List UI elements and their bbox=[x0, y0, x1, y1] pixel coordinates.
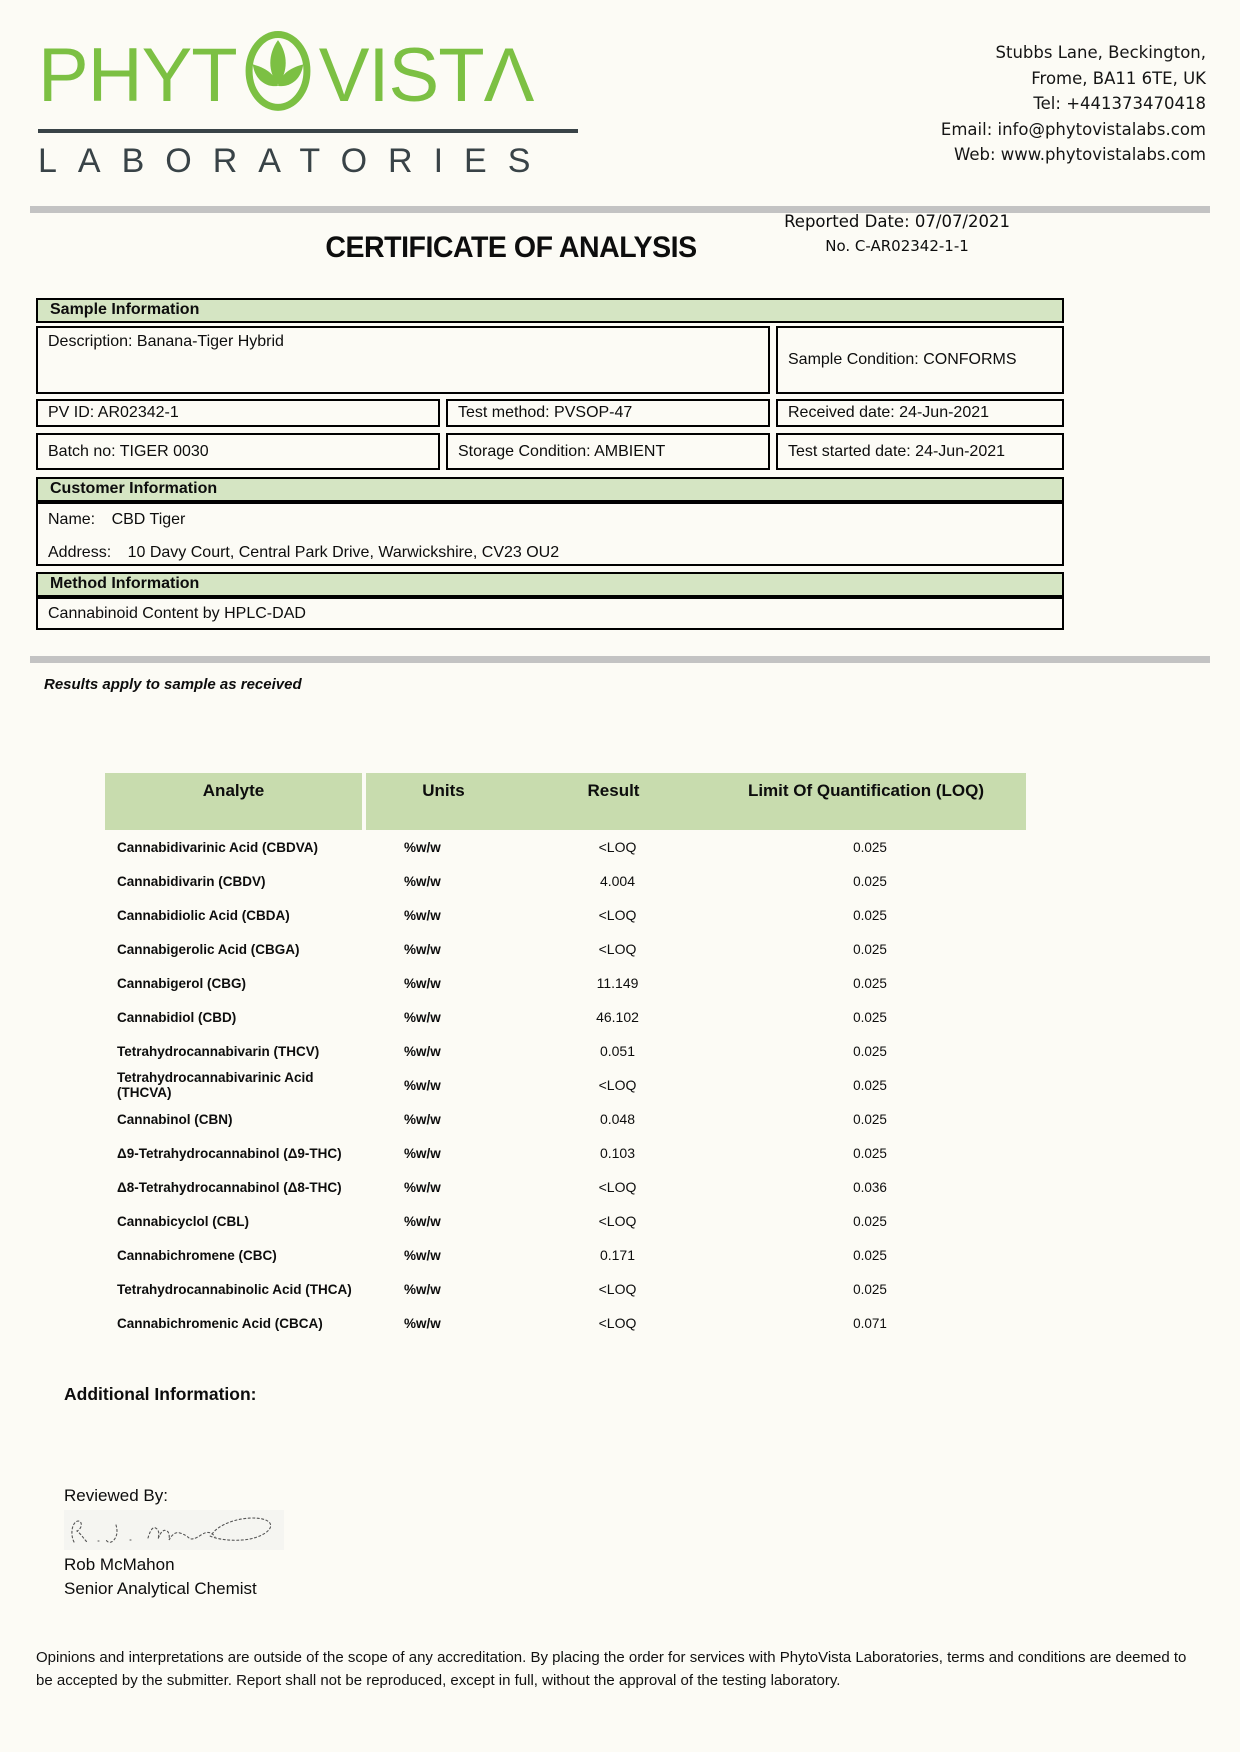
additional-information-label: Additional Information: bbox=[64, 1384, 257, 1404]
analyte-cell: Δ8-Tetrahydrocannabinol (Δ8-THC) bbox=[117, 1179, 342, 1195]
result-cell: <LOQ bbox=[598, 1179, 637, 1195]
description-cell: Description: Banana-Tiger Hybrid bbox=[36, 326, 770, 394]
units-cell: %w/w bbox=[404, 1213, 441, 1229]
loq-cell: 0.025 bbox=[853, 1043, 887, 1059]
analyte-cell: Cannabidivarin (CBDV) bbox=[117, 873, 266, 889]
result-cell: <LOQ bbox=[598, 1315, 637, 1331]
contact-phone: Tel: +441373470418 bbox=[1033, 94, 1206, 114]
reviewer-name: Rob McMahon bbox=[64, 1555, 175, 1574]
loq-cell: 0.025 bbox=[853, 1145, 887, 1161]
table-row bbox=[105, 830, 1030, 864]
reviewer-title: Senior Analytical Chemist bbox=[64, 1579, 257, 1598]
units-cell: %w/w bbox=[404, 1179, 441, 1195]
table-row bbox=[105, 1000, 1030, 1034]
result-cell: 0.048 bbox=[599, 1111, 636, 1127]
analyte-cell: Cannabidiol (CBD) bbox=[117, 1009, 237, 1025]
units-cell: %w/w bbox=[404, 1281, 441, 1297]
batch-row bbox=[36, 433, 1064, 470]
units-cell: %w/w bbox=[404, 839, 441, 855]
loq-cell: 0.025 bbox=[853, 1009, 887, 1025]
loq-cell: 0.025 bbox=[853, 941, 887, 957]
result-cell: 4.004 bbox=[599, 873, 636, 889]
results-table-body bbox=[105, 830, 1030, 1340]
results-table-header bbox=[105, 773, 1030, 830]
analyte-cell: Δ9-Tetrahydrocannabinol (Δ9-THC) bbox=[117, 1145, 342, 1161]
loq-cell: 0.025 bbox=[853, 1213, 887, 1229]
info-section bbox=[36, 298, 1064, 630]
loq-column-header: Limit Of Quantification (LOQ) bbox=[706, 773, 1026, 830]
contact-address-line2: Frome, BA11 6TE, UK bbox=[1031, 68, 1206, 88]
table-row bbox=[105, 1068, 1030, 1102]
customer-info-box bbox=[36, 502, 1064, 566]
units-cell: %w/w bbox=[404, 1247, 441, 1263]
logo-text-vista: VISTΛ bbox=[318, 32, 534, 118]
table-row bbox=[105, 932, 1030, 966]
contact-address-line1: Stubbs Lane, Beckington, bbox=[995, 43, 1206, 62]
test-started-date-cell: Test started date: 24-Jun-2021 bbox=[776, 433, 1064, 470]
analyte-cell: Cannabidivarinic Acid (CBDVA) bbox=[117, 839, 319, 855]
loq-cell: 0.025 bbox=[853, 975, 887, 991]
customer-information-header: Customer Information bbox=[36, 477, 1064, 502]
analyte-cell: Cannabigerolic Acid (CBGA) bbox=[117, 941, 300, 957]
storage-condition-cell: Storage Condition: AMBIENT bbox=[446, 433, 770, 470]
customer-name-line bbox=[48, 511, 1052, 529]
header-divider-bar bbox=[30, 206, 1210, 213]
result-cell: 11.149 bbox=[596, 975, 639, 991]
batch-no-cell: Batch no: TIGER 0030 bbox=[36, 433, 440, 470]
result-cell: 0.051 bbox=[599, 1043, 636, 1059]
result-cell: <LOQ bbox=[598, 1281, 637, 1297]
units-cell: %w/w bbox=[404, 1315, 441, 1331]
method-information-header: Method Information bbox=[36, 572, 1064, 597]
signature-block bbox=[64, 1486, 284, 1599]
units-column-header: Units bbox=[366, 773, 521, 830]
result-column-header: Result bbox=[521, 773, 706, 830]
logo-text-phyt: PHYT bbox=[38, 32, 237, 118]
table-row bbox=[105, 1272, 1030, 1306]
loq-cell: 0.025 bbox=[853, 907, 887, 923]
reported-date: Reported Date: 07/07/2021 bbox=[784, 212, 1010, 231]
sample-description-row bbox=[36, 326, 1064, 394]
table-row bbox=[105, 1238, 1030, 1272]
units-cell: %w/w bbox=[404, 907, 441, 923]
customer-address-value: 10 Davy Court, Central Park Drive, Warwickshire, CV23 OU2 bbox=[127, 544, 560, 561]
leaf-oval-icon bbox=[240, 28, 316, 125]
result-cell: <LOQ bbox=[598, 941, 637, 957]
report-number: No. C-AR02342-1-1 bbox=[825, 237, 969, 255]
table-row bbox=[105, 1170, 1030, 1204]
table-row bbox=[105, 864, 1030, 898]
table-row bbox=[105, 1204, 1030, 1238]
logo-wordmark bbox=[38, 26, 583, 125]
result-cell: <LOQ bbox=[598, 1077, 637, 1093]
result-cell: 0.103 bbox=[599, 1145, 636, 1161]
units-cell: %w/w bbox=[404, 941, 441, 957]
phytovista-logo bbox=[38, 26, 583, 181]
customer-name-value: CBD Tiger bbox=[111, 511, 186, 528]
table-row bbox=[105, 1306, 1030, 1340]
loq-cell: 0.025 bbox=[853, 1281, 887, 1297]
loq-cell: 0.025 bbox=[853, 839, 887, 855]
customer-address-line bbox=[48, 544, 1052, 562]
customer-name-label: Name: bbox=[48, 511, 96, 528]
units-cell: %w/w bbox=[404, 1043, 441, 1059]
loq-cell: 0.025 bbox=[853, 1111, 887, 1127]
units-cell: %w/w bbox=[404, 1145, 441, 1161]
contact-email: Email: info@phytovistalabs.com bbox=[940, 119, 1206, 139]
analyte-cell: Tetrahydrocannabivarinic Acid (THCVA) bbox=[117, 1070, 314, 1100]
results-note: Results apply to sample as received bbox=[44, 676, 302, 693]
logo-divider-line bbox=[38, 129, 578, 133]
sample-condition-cell: Sample Condition: CONFORMS bbox=[776, 326, 1064, 394]
pv-id-cell: PV ID: AR02342-1 bbox=[36, 399, 440, 427]
units-cell: %w/w bbox=[404, 873, 441, 889]
analyte-cell: Cannabidiolic Acid (CBDA) bbox=[117, 907, 290, 923]
loq-cell: 0.071 bbox=[853, 1315, 887, 1331]
results-table bbox=[105, 773, 1030, 1340]
loq-cell: 0.025 bbox=[853, 873, 887, 889]
signature-image bbox=[64, 1510, 284, 1550]
logo-laboratories-text: LABORATORIES bbox=[38, 142, 552, 180]
loq-cell: 0.036 bbox=[853, 1179, 887, 1195]
footer-disclaimer: Opinions and interpretations are outside of the scope of any accreditation. By placing the order for services with PhytoVista Laboratories, terms and conditions are deemed to be accepted by the submitter. Report shall not be reproduced, except in full, without the approval of the testing laboratory. bbox=[36, 1649, 1187, 1690]
analyte-cell: Cannabinol (CBN) bbox=[117, 1111, 233, 1127]
page-title: CERTIFICATE OF ANALYSIS bbox=[325, 231, 697, 264]
loq-cell: 0.025 bbox=[853, 1247, 887, 1263]
result-cell: <LOQ bbox=[598, 907, 637, 923]
result-cell: 46.102 bbox=[596, 1009, 639, 1025]
section-divider-bar bbox=[30, 656, 1210, 663]
reviewed-by-label: Reviewed By: bbox=[64, 1486, 168, 1505]
analyte-cell: Cannabichromene (CBC) bbox=[117, 1247, 277, 1263]
contact-web: Web: www.phytovistalabs.com bbox=[953, 145, 1206, 165]
table-row bbox=[105, 966, 1030, 1000]
units-cell: %w/w bbox=[404, 1009, 441, 1025]
loq-cell: 0.025 bbox=[853, 1077, 887, 1093]
lab-contact-block bbox=[941, 40, 1206, 168]
customer-address-label: Address: bbox=[48, 544, 112, 561]
result-cell: <LOQ bbox=[598, 1213, 637, 1229]
result-cell: <LOQ bbox=[598, 839, 637, 855]
result-cell: 0.171 bbox=[599, 1247, 636, 1263]
sample-information-header: Sample Information bbox=[36, 298, 1064, 323]
units-cell: %w/w bbox=[404, 1111, 441, 1127]
units-cell: %w/w bbox=[404, 1077, 441, 1093]
sample-ids-row bbox=[36, 399, 1064, 427]
analyte-cell: Tetrahydrocannabivarin (THCV) bbox=[117, 1043, 320, 1059]
analyte-cell: Tetrahydrocannabinolic Acid (THCA) bbox=[117, 1281, 352, 1297]
test-method-cell: Test method: PVSOP-47 bbox=[446, 399, 770, 427]
analyte-column-header: Analyte bbox=[105, 773, 366, 830]
table-row bbox=[105, 1136, 1030, 1170]
table-row bbox=[105, 1102, 1030, 1136]
analyte-cell: Cannabicyclol (CBL) bbox=[117, 1213, 250, 1229]
table-row bbox=[105, 898, 1030, 932]
method-info-box: Cannabinoid Content by HPLC-DAD bbox=[36, 597, 1064, 630]
analyte-cell: Cannabichromenic Acid (CBCA) bbox=[117, 1315, 323, 1331]
analyte-cell: Cannabigerol (CBG) bbox=[117, 975, 247, 991]
table-row bbox=[105, 1034, 1030, 1068]
units-cell: %w/w bbox=[404, 975, 441, 991]
received-date-cell: Received date: 24-Jun-2021 bbox=[776, 399, 1064, 427]
